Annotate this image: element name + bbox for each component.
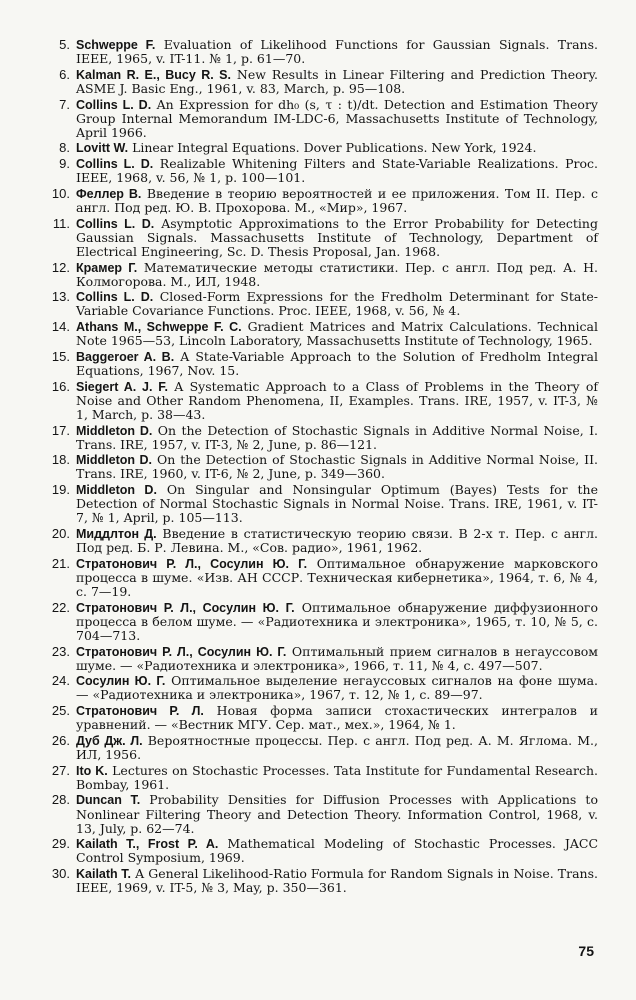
reference-authors: Стратонович Р. Л., Сосулин Ю. Г. [76, 600, 295, 615]
reference-text: Linear Integral Equations. Dover Publications. New York, 1924. [132, 140, 537, 156]
reference-text: Введение в статистическую теорию связи. В 2-х т. Пер. с англ. Под ред. Б. Р. Левина. М., «Сов. радио», 1961, 1962. [76, 526, 598, 556]
reference-authors: Крамер Г. [76, 260, 138, 275]
reference-item [50, 837, 598, 865]
reference-item [50, 320, 598, 348]
reference-item [50, 98, 598, 140]
reference-item [50, 483, 598, 525]
reference-authors: Collins L. D. [76, 157, 154, 172]
reference-number: 15. [51, 348, 70, 364]
reference-item [50, 424, 598, 452]
reference-text: Математические методы статистики. Пер. с англ. Под ред. А. Н. Колмогорова. М., ИЛ, 1948. [76, 259, 598, 289]
reference-authors: Middleton D. [76, 423, 153, 438]
reference-authors: Ito K. [76, 763, 108, 778]
reference-number: 10. [51, 185, 70, 201]
reference-number: 23. [51, 643, 70, 659]
reference-item [50, 217, 598, 259]
reference-text: On Singular and Nonsingular Optimum (Bayes) Tests for the Detection of Normal Stochastic Signals in Normal Noise. Trans. IRE, 1961, v. IT-7, № 1, April, p. 105—113. [76, 482, 598, 526]
reference-number: 17. [51, 422, 70, 438]
reference-text: On the Detection of Stochastic Signals in Additive Normal Noise, II. Trans. IRE, 1960, v. IT-6, № 2, June, p. 349—360. [76, 452, 598, 482]
references-list [50, 38, 598, 897]
reference-authors: Middleton D. [76, 483, 157, 498]
reference-number: 7. [59, 96, 70, 112]
reference-text: Asymptotic Approximations to the Error Probability for Detecting Gaussian Signals. Massachusetts Institute of Technology, Department of Electrical Engineering, Sc. D. Thesis Proposal, Jan. 1968. [76, 215, 598, 259]
reference-item [50, 674, 598, 702]
reference-number: 5. [59, 37, 70, 52]
reference-text: A General Likelihood-Ratio Formula for Random Signals in Noise. Trans. IEEE, 1969, v. IT-5, № 3, May, p. 350—361. [76, 866, 598, 896]
reference-authors: Lovitt W. [76, 141, 129, 156]
reference-number: 25. [51, 703, 70, 719]
reference-number: 29. [51, 836, 70, 852]
reference-item [50, 645, 598, 673]
reference-text: Gradient Matrices and Matrix Calculations. Technical Note 1965—53, Lincoln Laboratory, Massachusetts Institute of Technology, 1965. [76, 319, 598, 349]
reference-number: 19. [51, 482, 70, 498]
reference-text: Evaluation of Likelihood Functions for Gaussian Signals. Trans. IEEE, 1965, v. IT-11. № 1, p. 61—70. [76, 37, 598, 67]
reference-item [50, 527, 598, 555]
reference-number: 26. [51, 732, 70, 748]
reference-number: 8. [59, 140, 70, 156]
reference-text: Оптимальное выделение негауссовых сигналов на фоне шума. — «Радиотехника и электроника», 1967, т. 12, № 1, с. 89—97. [76, 673, 598, 703]
reference-text: Mathematical Modeling of Stochastic Processes. JACC Control Symposium, 1969. [76, 836, 599, 866]
reference-authors: Феллер В. [76, 186, 142, 201]
reference-item [50, 187, 598, 215]
page-number: 75 [578, 943, 594, 959]
reference-authors: Collins L. D. [76, 290, 154, 305]
reference-authors: Дуб Дж. Л. [76, 733, 143, 748]
reference-authors: Стратонович Р. Л., Сосулин Ю. Г. [76, 556, 308, 571]
reference-item [50, 704, 598, 732]
reference-authors: Middleton D. [76, 453, 152, 468]
reference-number: 20. [51, 526, 70, 541]
reference-item [50, 764, 598, 792]
reference-authors: Schweppe F. [76, 38, 156, 52]
reference-number: 14. [51, 319, 70, 335]
reference-text: Введение в теорию вероятностей и ее приложения. Том II. Пер. с англ. Под ред. Ю. В. Прохорова. М., «Мир», 1967. [76, 185, 598, 215]
reference-item [50, 290, 598, 318]
reference-text: Оптимальный прием сигналов в негауссовом шуме. — «Радиотехника и электроника», 1966, т. 11, № 4, с. 497—507. [76, 643, 598, 673]
reference-text: Новая форма записи стохастических интегралов и уравнений. — «Вестник МГУ. Сер. мат., мех.», 1964, № 1. [76, 703, 598, 733]
reference-authors: Kailath T., Frost P. A. [76, 837, 219, 852]
reference-number: 18. [51, 452, 70, 468]
reference-text: Realizable Whitening Filters and State-Variable Realizations. Proc. IEEE, 1968, v. 56, № 1, p. 100—101. [76, 156, 598, 186]
reference-text: Оптимальное обнаружение диффузионного процесса в белом шуме. — «Радиотехника и электроника», 1965, т. 10, № 5, с. 704—713. [76, 599, 599, 643]
reference-item [50, 380, 598, 422]
reference-text: Closed-Form Expressions for the Fredholm Determinant for State-Variable Covariance Functions. Proc. IEEE, 1968, v. 56, № 4. [76, 289, 598, 319]
reference-authors: Collins L. D. [76, 216, 155, 231]
reference-authors: Стратонович Р. Л. [76, 704, 204, 719]
reference-item [50, 557, 598, 599]
reference-text: On the Detection of Stochastic Signals in Additive Normal Noise, I. Trans. IRE, 1957, v. IT-3, № 2, June, p. 86—121. [76, 422, 598, 452]
reference-item [50, 350, 598, 378]
reference-text: A State-Variable Approach to the Solution of Fredholm Integral Equations, 1967, Nov. 15. [76, 348, 598, 378]
reference-number: 24. [51, 673, 70, 689]
reference-item [50, 157, 598, 185]
reference-text: An Expression for dh₀ (s, τ : t)/dt. Detection and Estimation Theory Group Internal Memorandum IM-LDC-6, Massachusetts Institute of Technology, April 1966. [76, 96, 598, 140]
reference-item [50, 867, 598, 895]
reference-authors: Kalman R. E., Bucy R. S. [76, 67, 231, 82]
reference-authors: Kailath T. [76, 867, 131, 882]
reference-text: Probability Densities for Diffusion Processes with Applications to Nonlinear Filtering Theory and Detection Theory. Information Control, 1968, v. 13, July, p. 62—74. [76, 792, 598, 836]
reference-authors: Siegert A. J. F. [76, 379, 168, 394]
reference-item [50, 601, 598, 643]
reference-number: 13. [51, 289, 70, 305]
reference-item [50, 68, 598, 96]
reference-item [50, 261, 598, 289]
reference-item [50, 793, 598, 835]
reference-text: New Results in Linear Filtering and Prediction Theory. ASME J. Basic Eng., 1961, v. 83, March, p. 95—108. [76, 66, 598, 96]
reference-number: 28. [51, 792, 70, 808]
reference-text: Оптимальное обнаружение марковского процесса в шуме. «Изв. АН СССР. Техническая кибернетика», 1964, т. 6, № 4, с. 7—19. [76, 555, 599, 599]
reference-item [50, 141, 598, 155]
reference-number: 11. [52, 215, 70, 231]
reference-authors: Duncan T. [76, 793, 141, 808]
reference-authors: Стратонович Р. Л., Сосулин Ю. Г. [76, 644, 287, 659]
reference-item [50, 38, 598, 66]
reference-authors: Сосулин Ю. Г. [76, 674, 166, 689]
reference-number: 30. [51, 866, 70, 882]
reference-text: A Systematic Approach to a Class of Problems in the Theory of Noise and Other Random Phenomena, II, Examples. Trans. IRE, 1957, v. IT-3, № 1, March, p. 38—43. [76, 378, 599, 422]
reference-item [50, 734, 598, 762]
reference-text: Вероятностные процессы. Пер. с англ. Под ред. А. М. Яглома. М., ИЛ, 1956. [76, 732, 598, 762]
reference-number: 27. [51, 762, 70, 778]
reference-authors: Collins L. D. [76, 97, 152, 112]
reference-authors: Athans M., Schweppe F. C. [76, 320, 242, 335]
reference-text: Lectures on Stochastic Processes. Tata Institute for Fundamental Research. Bombay, 1961. [76, 762, 598, 792]
reference-number: 6. [59, 66, 70, 82]
reference-number: 21. [51, 555, 70, 571]
reference-item [50, 453, 598, 481]
reference-authors: Миддлтон Д. [76, 527, 157, 541]
reference-number: 16. [51, 378, 70, 394]
reference-authors: Baggeroer A. B. [76, 349, 175, 364]
reference-number: 22. [51, 599, 70, 615]
reference-number: 9. [59, 156, 70, 172]
reference-number: 12. [51, 259, 70, 275]
